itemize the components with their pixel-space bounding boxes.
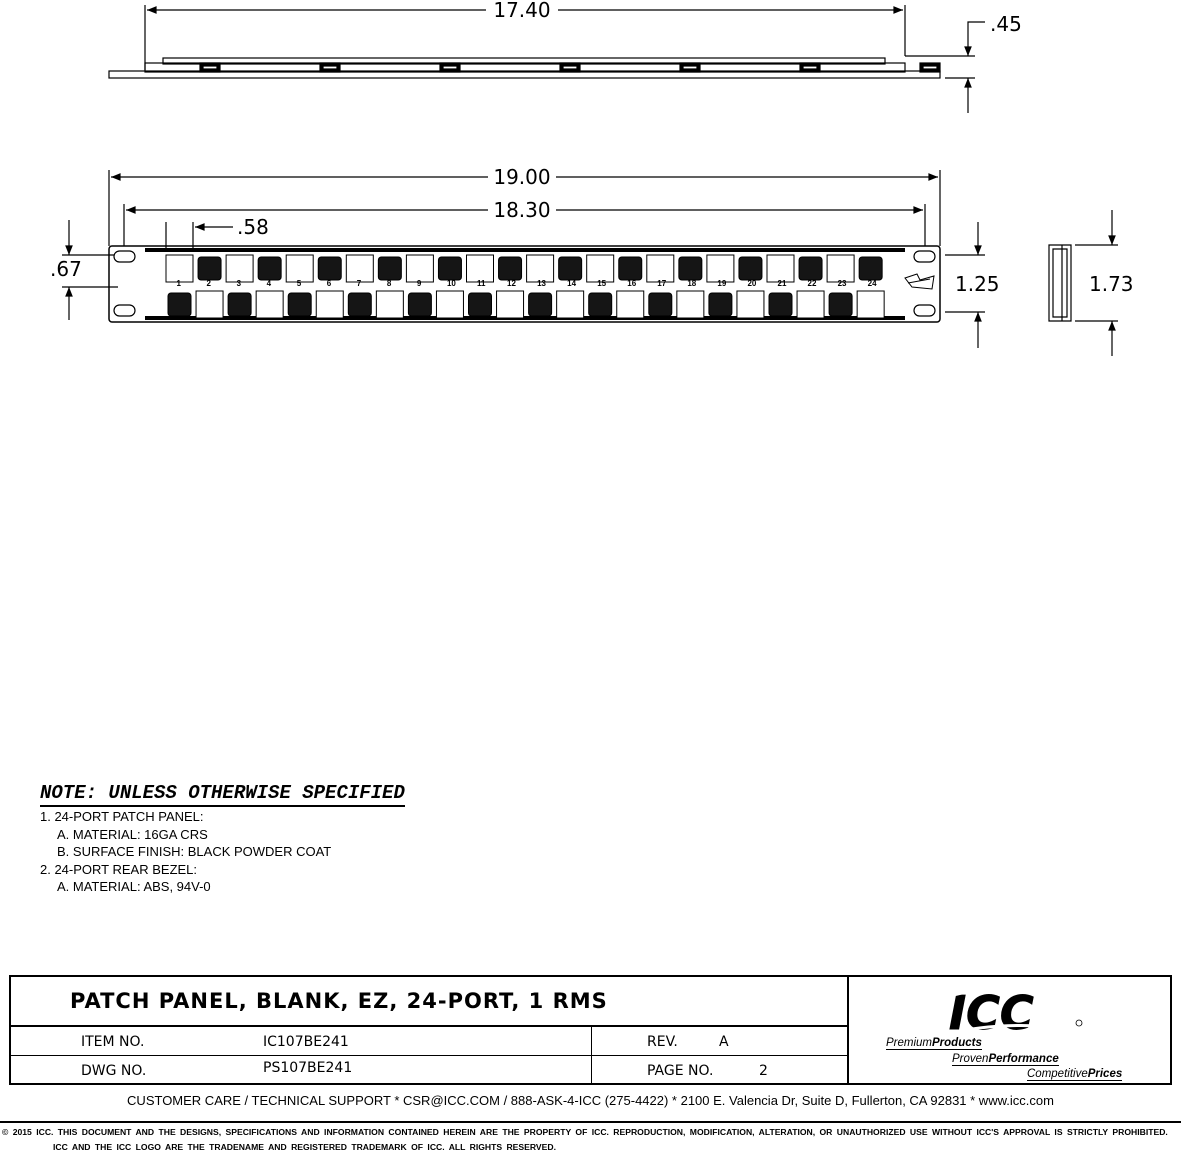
port-11	[467, 255, 494, 316]
tagline-competitive-prices: CompetitivePrices	[1027, 1068, 1123, 1080]
note-item: A. MATERIAL: 16GA CRS	[57, 826, 208, 842]
port-21	[767, 255, 794, 316]
port-number: 9	[416, 279, 422, 288]
footer-divider	[0, 1121, 1181, 1123]
port-number: 1	[176, 279, 181, 288]
port-opening	[707, 255, 734, 282]
port-opening	[647, 255, 674, 282]
port-18	[677, 257, 704, 318]
notes-title: NOTE: UNLESS OTHERWISE SPECIFIED	[40, 782, 405, 807]
dwg-label: DWG NO.	[81, 1063, 147, 1079]
blank-insert	[438, 257, 461, 280]
blank-insert	[469, 293, 492, 316]
port-opening	[797, 291, 824, 318]
blank-insert	[589, 293, 612, 316]
top-view-clip-slot	[203, 66, 217, 69]
port-opening	[226, 255, 253, 282]
port-number: 22	[807, 279, 817, 288]
port-number: 17	[657, 279, 667, 288]
hole-vertical-dim: .67	[50, 257, 82, 281]
port-opening	[286, 255, 313, 282]
blank-insert	[228, 293, 251, 316]
port-number: 10	[446, 279, 456, 288]
icc-logo-text: ICC	[949, 986, 1034, 1040]
overall-width-dim: 19.00	[493, 165, 551, 189]
tagline-premium-products: PremiumProducts	[886, 1037, 982, 1049]
note-item: A. MATERIAL: ABS, 94V-0	[57, 879, 211, 894]
title-block	[9, 975, 1172, 1085]
top-view-clip-slot	[323, 66, 337, 69]
port-number: 19	[717, 279, 727, 288]
port-8	[376, 257, 403, 318]
panel-height-dim: 1.25	[955, 272, 1000, 296]
port-number: 12	[507, 279, 516, 288]
port-number: 6	[326, 279, 332, 288]
icc-panel-logo	[905, 274, 934, 289]
top-view-clip-slot	[683, 66, 697, 69]
blank-insert	[829, 293, 852, 316]
blank-insert	[288, 293, 311, 316]
top-view-clip-slot	[923, 66, 937, 69]
blank-insert	[859, 257, 882, 280]
top-view-clip-slot	[803, 66, 817, 69]
mount-hole-bottom-right	[914, 305, 935, 316]
port-opening	[467, 255, 494, 282]
port-opening	[557, 291, 584, 318]
port-19	[707, 255, 734, 316]
page-value: 2	[759, 1063, 768, 1079]
port-opening	[827, 255, 854, 282]
copyright-line-2: ICC AND THE ICC LOGO ARE THE TRADENAME AND REGISTERED TRADEMARK OF ICC. ALL RIGHTS RESERVED.	[53, 1142, 556, 1152]
copyright-line-1: © 2015 ICC. THIS DOCUMENT AND THE DESIGNS, SPECIFICATIONS AND INFORMATION CONTAINED HEREIN ARE THE PROPERTY OF ICC. REPRODUCTION, MODIFICATION, ALTERATION, OR UNAUTHORIZED USE WITHOUT ICC'S APPROVAL IS STRICTLY PROHIBITED.	[2, 1127, 1168, 1137]
blank-insert	[559, 257, 582, 280]
mount-hole-top-right	[914, 251, 935, 262]
port-10	[436, 257, 463, 318]
port-13	[527, 255, 554, 316]
port-number: 7	[356, 279, 362, 288]
port-number: 14	[567, 279, 577, 288]
port-opening	[256, 291, 283, 318]
port-number: 11	[477, 279, 486, 288]
blank-insert	[739, 257, 762, 280]
port-opening	[376, 291, 403, 318]
port-opening	[737, 291, 764, 318]
blank-insert	[619, 257, 642, 280]
port-5	[286, 255, 313, 316]
port-number: 5	[296, 279, 302, 288]
dwg-row	[11, 1056, 849, 1085]
side-height-dim: 1.73	[1089, 272, 1134, 296]
blank-insert	[529, 293, 552, 316]
blank-insert	[769, 293, 792, 316]
blank-insert	[168, 293, 191, 316]
top-height-dim: .45	[990, 12, 1022, 36]
port-3	[226, 255, 253, 316]
item-value: IC107BE241	[263, 1034, 349, 1050]
port-4	[256, 257, 283, 318]
port-opening	[767, 255, 794, 282]
port-number: 3	[236, 279, 242, 288]
port-opening	[617, 291, 644, 318]
top-view-clip-slot	[563, 66, 577, 69]
port-7	[346, 255, 373, 316]
port-opening	[346, 255, 373, 282]
port-6	[316, 257, 343, 318]
port-opening	[406, 255, 433, 282]
mount-hole-bottom-left	[114, 305, 135, 316]
blank-insert	[258, 257, 281, 280]
note-item: 1. 24-PORT PATCH PANEL:	[40, 809, 204, 824]
port-number: 2	[206, 279, 212, 288]
port-20	[737, 257, 764, 318]
port-12	[497, 257, 524, 318]
mount-hole-top-left	[114, 251, 135, 262]
port-opening	[677, 291, 704, 318]
icc-logo-block	[849, 977, 1170, 1083]
blank-insert	[378, 257, 401, 280]
item-label: ITEM NO.	[81, 1034, 145, 1050]
top-width-dim: 17.40	[493, 0, 551, 22]
blank-insert	[799, 257, 822, 280]
hole-spacing-dim: 18.30	[493, 198, 551, 222]
port-number: 4	[266, 279, 272, 288]
blank-insert	[198, 257, 221, 280]
rev-label: REV.	[647, 1034, 678, 1050]
tagline-proven-performance: ProvenPerformance	[952, 1053, 1059, 1065]
port-opening	[527, 255, 554, 282]
contact-footer: CUSTOMER CARE / TECHNICAL SUPPORT * CSR@ICC.COM / 888-ASK-4-ICC (275-4422) * 2100 E. Valencia Dr, Suite D, Fullerton, CA 92831 * www.icc.com	[127, 1093, 1054, 1108]
port-opening	[316, 291, 343, 318]
dwg-value: PS107BE241	[263, 1060, 353, 1076]
rev-value: A	[719, 1034, 729, 1050]
port-opening	[166, 255, 193, 282]
port-number: 8	[386, 279, 392, 288]
port-number: 20	[747, 279, 757, 288]
port-22	[797, 257, 824, 318]
port-9	[406, 255, 433, 316]
drawing-title: PATCH PANEL, BLANK, EZ, 24-PORT, 1 RMS	[11, 977, 849, 1027]
port-1	[166, 255, 193, 316]
port-opening	[436, 291, 463, 318]
page-label: PAGE NO.	[647, 1063, 714, 1079]
blank-insert	[649, 293, 672, 316]
port-23	[827, 255, 854, 316]
blank-insert	[709, 293, 732, 316]
port-number: 23	[837, 279, 847, 288]
blank-insert	[408, 293, 431, 316]
port-number: 18	[687, 279, 697, 288]
blank-insert	[679, 257, 702, 280]
port-number: 16	[627, 279, 637, 288]
item-row	[11, 1027, 849, 1056]
note-item: B. SURFACE FINISH: BLACK POWDER COAT	[57, 844, 332, 859]
port-15	[587, 255, 614, 316]
port-14	[557, 257, 584, 318]
port-offset-dim: .58	[237, 215, 269, 239]
blank-insert	[318, 257, 341, 280]
top-view-clip-slot	[443, 66, 457, 69]
port-16	[617, 257, 644, 318]
port-17	[647, 255, 674, 316]
port-24	[857, 257, 884, 318]
port-number: 13	[537, 279, 547, 288]
port-number: 24	[867, 279, 877, 288]
port-2	[196, 257, 223, 318]
port-opening	[497, 291, 524, 318]
port-opening	[587, 255, 614, 282]
port-opening	[857, 291, 884, 318]
patch-panel-front	[109, 246, 940, 322]
notes-list	[40, 808, 331, 896]
port-opening	[196, 291, 223, 318]
blank-insert	[499, 257, 522, 280]
port-number: 21	[777, 279, 787, 288]
blank-insert	[348, 293, 371, 316]
port-number: 15	[597, 279, 607, 288]
note-item: 2. 24-PORT REAR BEZEL:	[40, 861, 198, 877]
